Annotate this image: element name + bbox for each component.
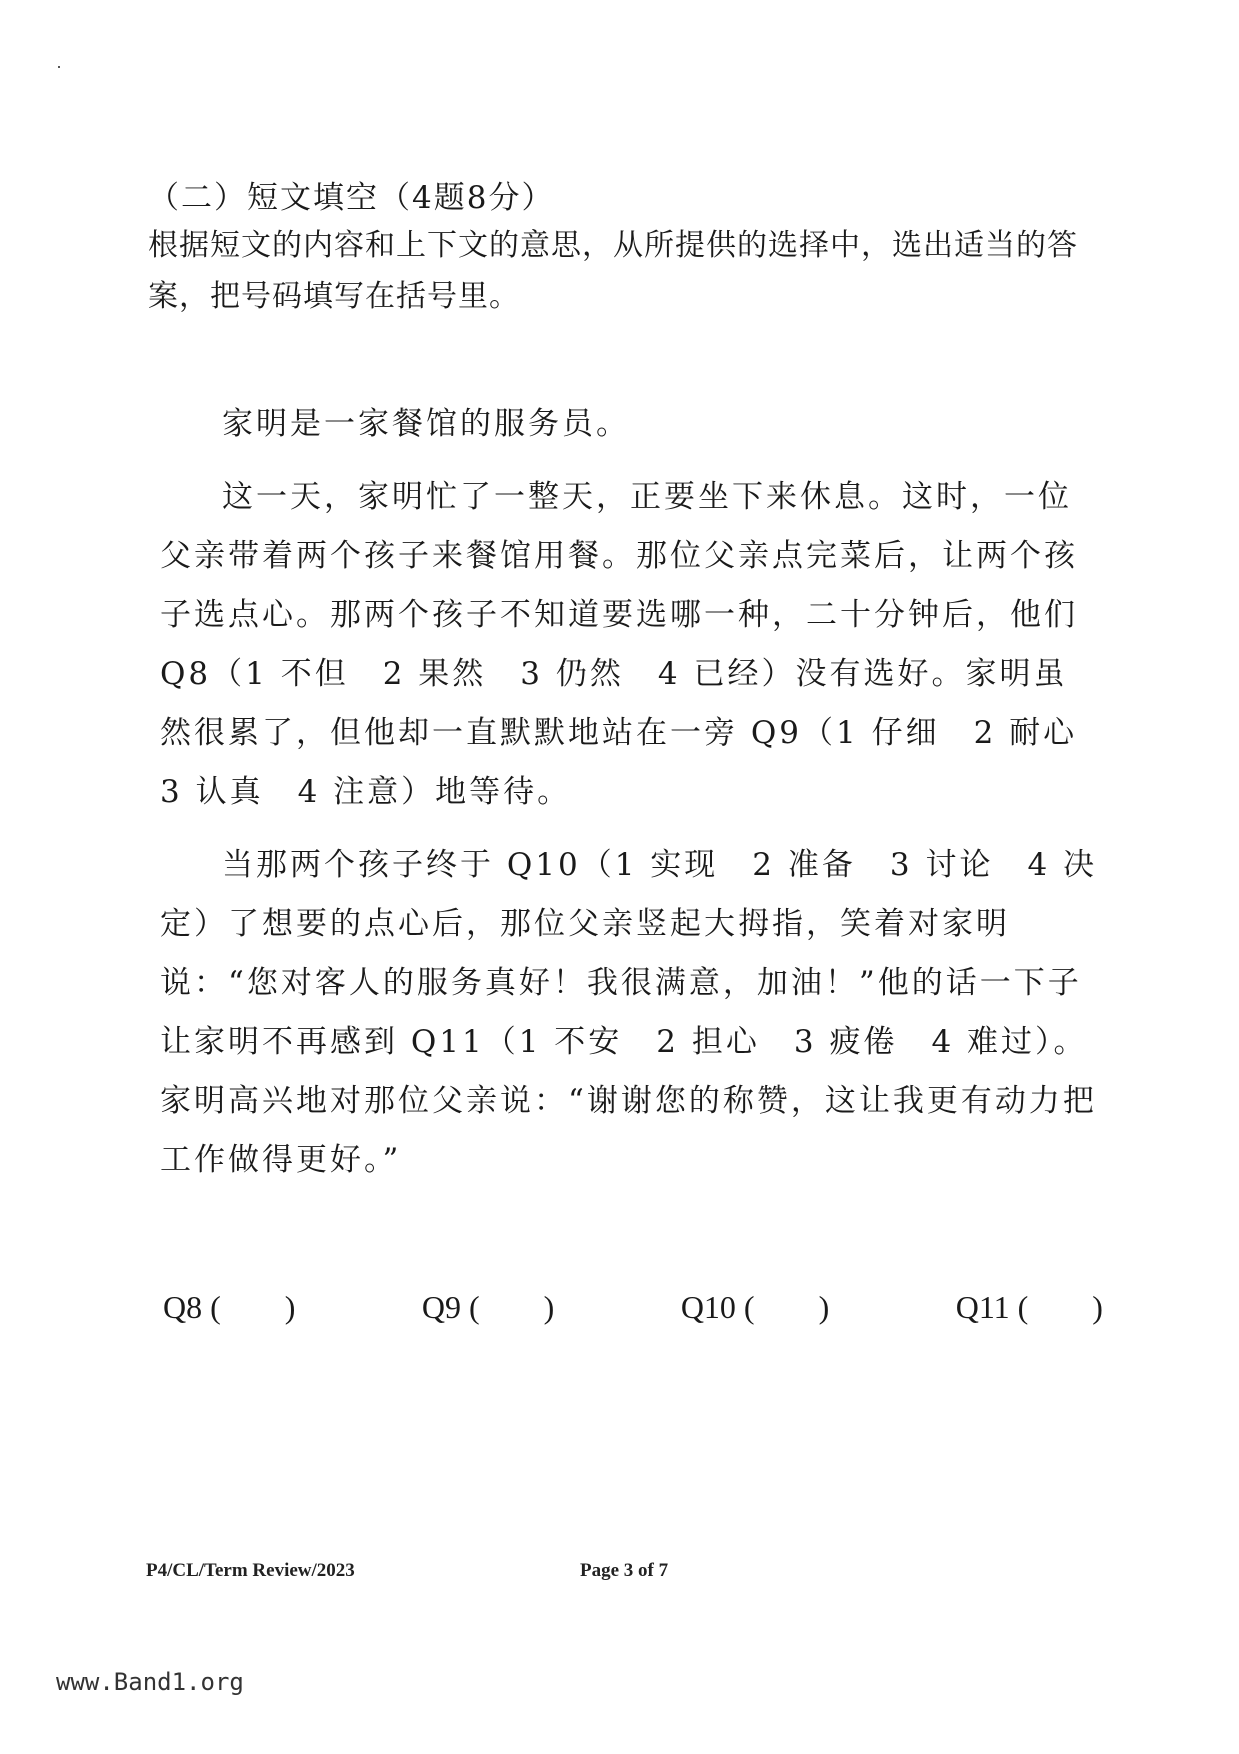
answer-blank-q10[interactable]: Q10 ( ) [680,1289,830,1325]
answer-blank-q9[interactable]: Q9 ( ) [421,1289,555,1325]
footer-document-code: P4/CL/Term Review/2023 [146,1560,355,1581]
answer-blank-q8[interactable]: Q8 ( ) [163,1289,296,1325]
footer-page-number: Page 3 of 7 [580,1560,669,1581]
passage-paragraph-1: 家明是一家餐馆的服务员。 [222,406,630,442]
answer-blank-q11[interactable]: Q11 ( ) [955,1289,1103,1325]
instruction-text: 根据短文的内容和上下文的意思，从所提供的选择中，选出适当的答案，把号码填写在括号里。 [148,228,1078,314]
passage-paragraph-2: 这一天，家明忙了一整天，正要坐下来休息。这时，一位父亲带着两个孩子来餐馆用餐。那位父亲点完菜后，让两个孩子选点心。那两个孩子不知道要选哪一种，二十分钟后，他们 Q8（1 不但 2 果然 3 仍然 4 已经）没有选好。家明虽然很累了，但他却一直默默地站在一旁 Q9（1 仔细 2 耐心 3 认真 4 注意）地等待。 [160,479,1112,810]
scan-speck [58,66,60,68]
watermark: www.Band1.org [56,1668,244,1696]
section-title: （二）短文填空（4题8分） [148,180,555,216]
answer-blanks [163,1282,1103,1328]
passage-paragraph-3: 当那两个孩子终于 Q10（1 实现 2 准备 3 讨论 4 决定）了想要的点心后，那位父亲竖起大拇指，笑着对家明说：“您对客人的服务真好！我很满意，加油！”他的话一下子让家明不再感到 Q11（1 不安 2 担心 3 疲倦 4 难过）。家明高兴地对那位父亲说：“谢谢您的称赞，这让我更有动力把工作做得更好。” [160,847,1098,1178]
passage [160,395,1112,1204]
